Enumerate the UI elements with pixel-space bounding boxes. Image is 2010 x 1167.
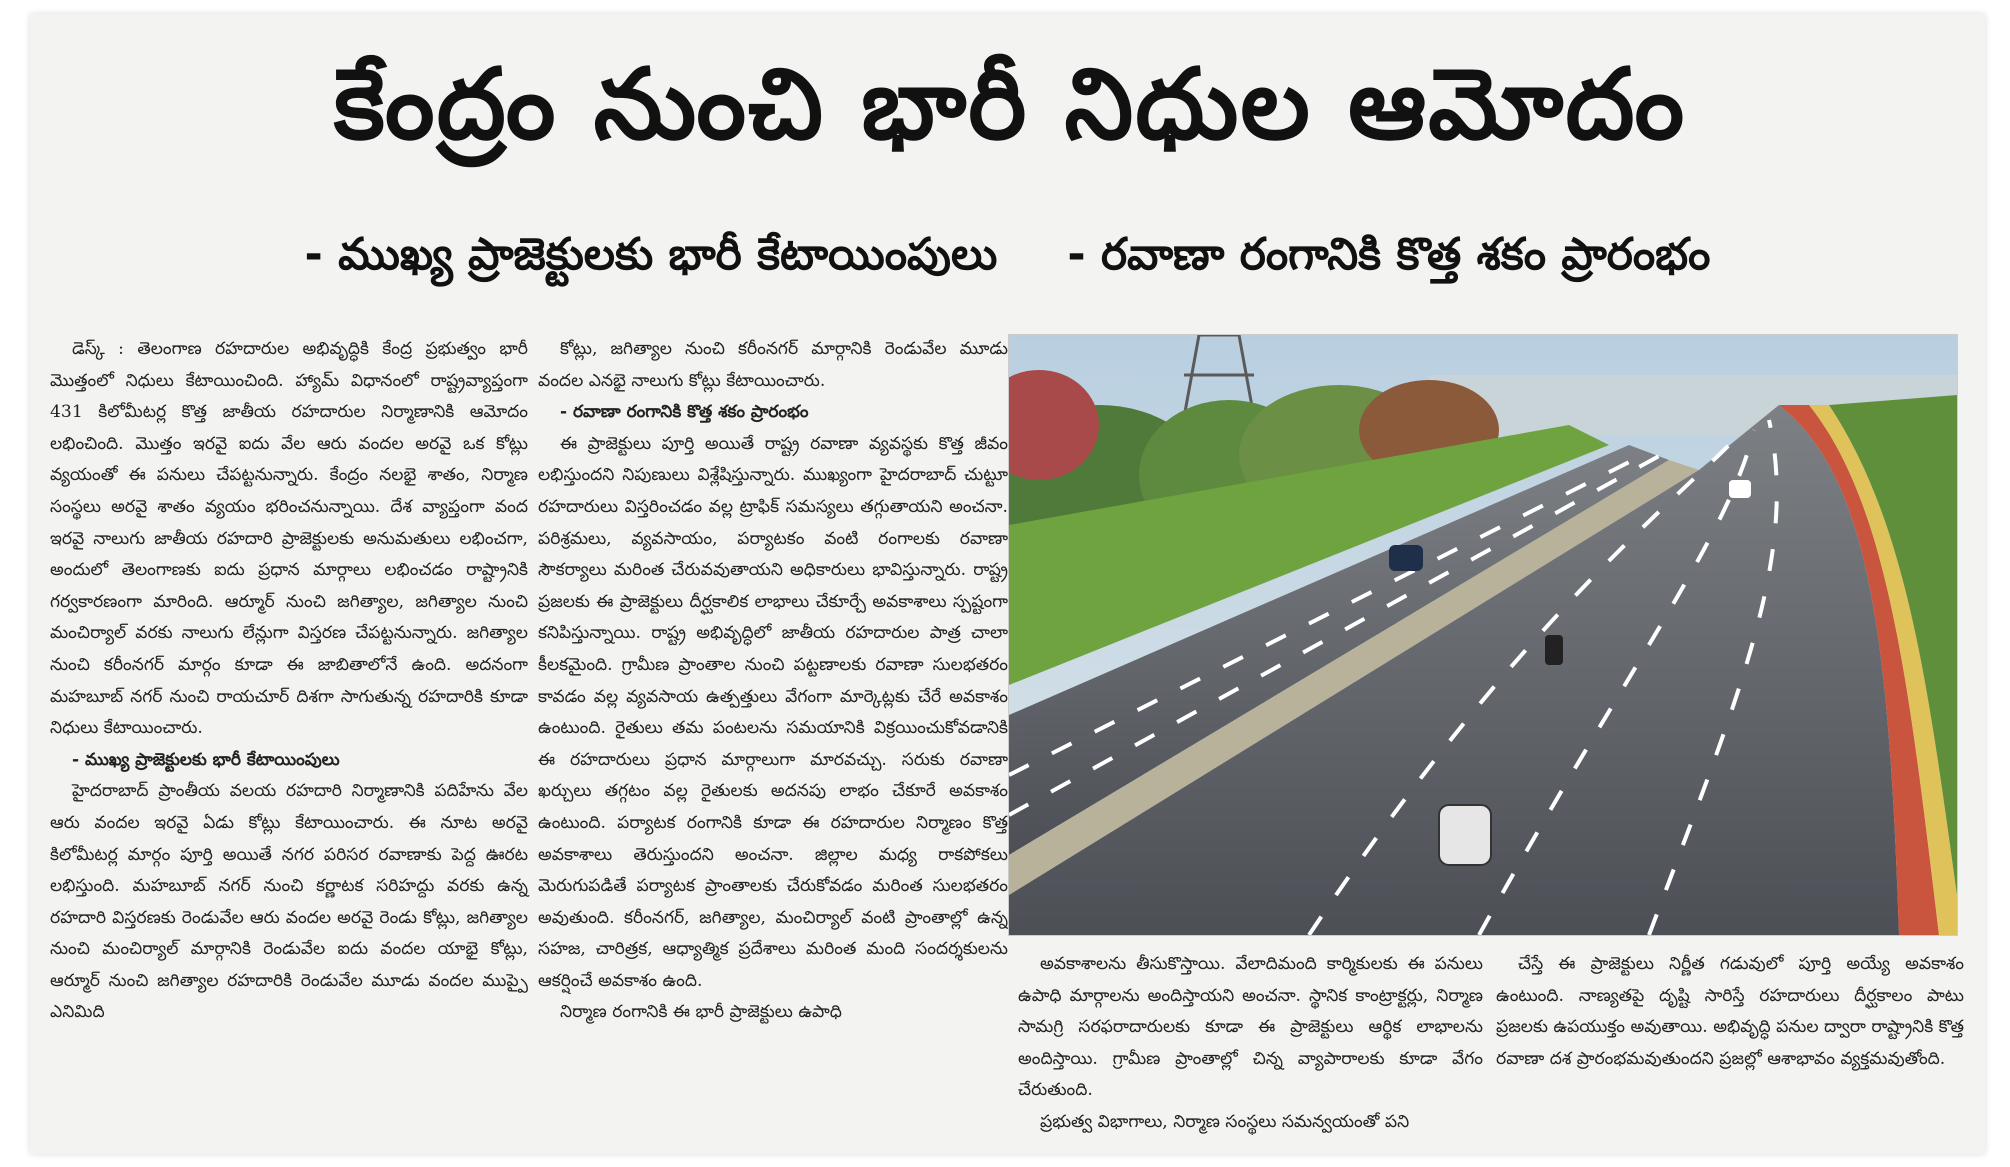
subheading-2: - రవాణా రంగానికి కొత్త శకం ప్రారంభం: [1067, 229, 1711, 280]
subheading-1: - ముఖ్య ప్రాజెక్టులకు భారీ కేటాయింపులు: [304, 229, 998, 280]
article-subhead: - ముఖ్య ప్రాజెక్టులకు భారీ కేటాయింపులు: [72, 749, 340, 770]
article-column-4: [1496, 949, 1964, 1075]
article-paragraph: డెస్క్ : తెలంగాణ రహదారుల అభివృద్ధికి కేంద్ర ప్రభుత్వం భారీ మొత్తంలో నిధులు కేటాయించింది. హ్యామ్ విధానంలో రాష్ట్రవ్యాప్తంగా 431 కిలోమీటర్ల కొత్త జాతీయ రహదారుల నిర్మాణానికి ఆమోదం లభించింది. మొత్తం ఇరవై ఐదు వేల ఆరు వందల అరవై ఒక కోట్లు వ్యయంతో ఈ పనులు చేపట్టనున్నారు. కేంద్రం నలభై శాతం, నిర్మాణ సంస్థలు అరవై శాతం వ్యయం భరించనున్నాయి. దేశ వ్యాప్తంగా వంద ఇరవై నాలుగు జాతీయ రహదారి ప్రాజెక్టులకు అనుమతులు లభించగా, అందులో తెలంగాణకు ఐదు ప్రధాన మార్గాలు లభించడం రాష్ట్రానికి గర్వకారణంగా మారింది. ఆర్మూర్ నుంచి జగిత్యాల, జగిత్యాల నుంచి మంచిర్యాల్ వరకు నాలుగు లేన్లుగా విస్తరణ చేపట్టనున్నారు. జగిత్యాల నుంచి కరీంనగర్ మార్గం కూడా ఈ జాబితాలోనే ఉంది. అదనంగా మహబూబ్ నగర్ నుంచి రాయచూర్ దిశగా సాగుతున్న రహదారికి కూడా నిధులు కేటాయించారు.: [50, 339, 528, 739]
article-column-1: [50, 334, 528, 1029]
newspaper-page: [30, 14, 1985, 1154]
highway-photo: [1008, 334, 1958, 936]
subheadings: [30, 229, 1985, 309]
article-paragraph: చేస్తే ఈ ప్రాజెక్టులు నిర్ణీత గడువులో పూర్తి అయ్యే అవకాశం ఉంటుంది. నాణ్యతపై దృష్టి సారిస్తే రహదారులు దీర్ఘకాలం పాటు ప్రజలకు ఉపయుక్తం అవుతాయి. అభివృద్ధి పనుల ద్వారా రాష్ట్రానికి కొత్త రవాణా దశ ప్రారంభమవుతుందని ప్రజల్లో ఆశాభావం వ్యక్తమవుతోంది.: [1496, 954, 1964, 1069]
article-paragraph: అవకాశాలను తీసుకొస్తాయి. వేలాదిమంది కార్మికులకు ఈ పనులు ఉపాధి మార్గాలను అందిస్తాయని అంచనా. స్థానిక కాంట్రాక్టర్లు, నిర్మాణ సామగ్రి సరఫరాదారులకు కూడా ఈ ప్రాజెక్టులు ఆర్థిక లాభాలను అందిస్తాయి. గ్రామీణ ప్రాంతాల్లో చిన్న వ్యాపారాలకు కూడా వేగం చేరుతుంది.: [1018, 954, 1483, 1101]
article-paragraph: హైదరాబాద్ ప్రాంతీయ వలయ రహదారి నిర్మాణానికి పదిహేను వేల ఆరు వందల ఇరవై ఏడు కోట్లు కేటాయించారు. ఈ నూట అరవై కిలోమీటర్ల మార్గం పూర్తి అయితే నగర పరిసర రవాణాకు పెద్ద ఊరట లభిస్తుంది. మహబూబ్ నగర్ నుంచి కర్ణాటక సరిహద్దు వరకు ఉన్న రహదారి విస్తరణకు రెండువేల ఆరు వందల అరవై రెండు కోట్లు, జగిత్యాల నుంచి మంచిర్యాల్ మార్గానికి రెండువేల ఐదు వందల యాభై కోట్లు, ఆర్మూర్ నుంచి జగిత్యాల రహదారికి రెండువేల మూడు వందల ముప్పై ఎనిమిది: [50, 781, 528, 1023]
article-column-3: [1018, 949, 1483, 1139]
highway-illustration: [1009, 335, 1957, 935]
article-subhead: - రవాణా రంగానికి కొత్త శకం ప్రారంభం: [560, 402, 809, 423]
page-headline: కేంద్రం నుంచి భారీ నిధుల ఆమోదం: [333, 48, 1687, 162]
article-paragraph: నిర్మాణ రంగానికి ఈ భారీ ప్రాజెక్టులు ఉపాధి: [560, 1002, 842, 1023]
article-column-2: [538, 334, 1008, 1029]
article-paragraph: కోట్లు, జగిత్యాల నుంచి కరీంనగర్ మార్గానికి రెండువేల మూడు వందల ఎనభై నాలుగు కోట్లు కేటాయించారు.: [538, 339, 1008, 391]
article-paragraph: ఈ ప్రాజెక్టులు పూర్తి అయితే రాష్ట్ర రవాణా వ్యవస్థకు కొత్త జీవం లభిస్తుందని నిపుణులు విశ్లేషిస్తున్నారు. ముఖ్యంగా హైదరాబాద్ చుట్టూ రహదారులు విస్తరించడం వల్ల ట్రాఫిక్ సమస్యలు తగ్గుతాయని అంచనా. పరిశ్రమలు, వ్యవసాయం, పర్యాటకం వంటి రంగాలకు రవాణా సౌకర్యాలు మరింత చేరువవుతాయని అధికారులు భావిస్తున్నారు. రాష్ట్ర ప్రజలకు ఈ ప్రాజెక్టులు దీర్ఘకాలిక లాభాలు చేకూర్చే అవకాశాలు స్పష్టంగా కనిపిస్తున్నాయి. రాష్ట్ర అభివృద్ధిలో జాతీయ రహదారుల పాత్ర చాలా కీలకమైంది. గ్రామీణ ప్రాంతాల నుంచి పట్టణాలకు రవాణా సులభతరం కావడం వల్ల వ్యవసాయ ఉత్పత్తులు వేగంగా మార్కెట్లకు చేరే అవకాశం ఉంటుంది. రైతులు తమ పంటలను సమయానికి విక్రయించుకోవడానికి ఈ రహదారులు ప్రధాన మార్గాలుగా మారవచ్చు. సరుకు రవాణా ఖర్చులు తగ్గటం వల్ల రైతులకు అదనపు లాభం చేకూరే అవకాశం ఉంటుంది. పర్యాటక రంగానికి కూడా ఈ రహదారుల నిర్మాణం కొత్త అవకాశాలు తెరుస్తుందని అంచనా. జిల్లాల మధ్య రాకపోకలు మెరుగుపడితే పర్యాటక ప్రాంతాలకు చేరుకోవడం మరింత సులభతరం అవుతుంది. కరీంనగర్, జగిత్యాల, మంచిర్యాల్ వంటి ప్రాంతాల్లో ఉన్న సహజ, చారిత్రక, ఆధ్యాత్మిక ప్రదేశాలు మరింత మంది సందర్శకులను ఆకర్షించే అవకాశం ఉంది.: [538, 433, 1008, 991]
article-paragraph: ప్రభుత్వ విభాగాలు, నిర్మాణ సంస్థలు సమన్వయంతో పని: [1040, 1111, 1410, 1132]
